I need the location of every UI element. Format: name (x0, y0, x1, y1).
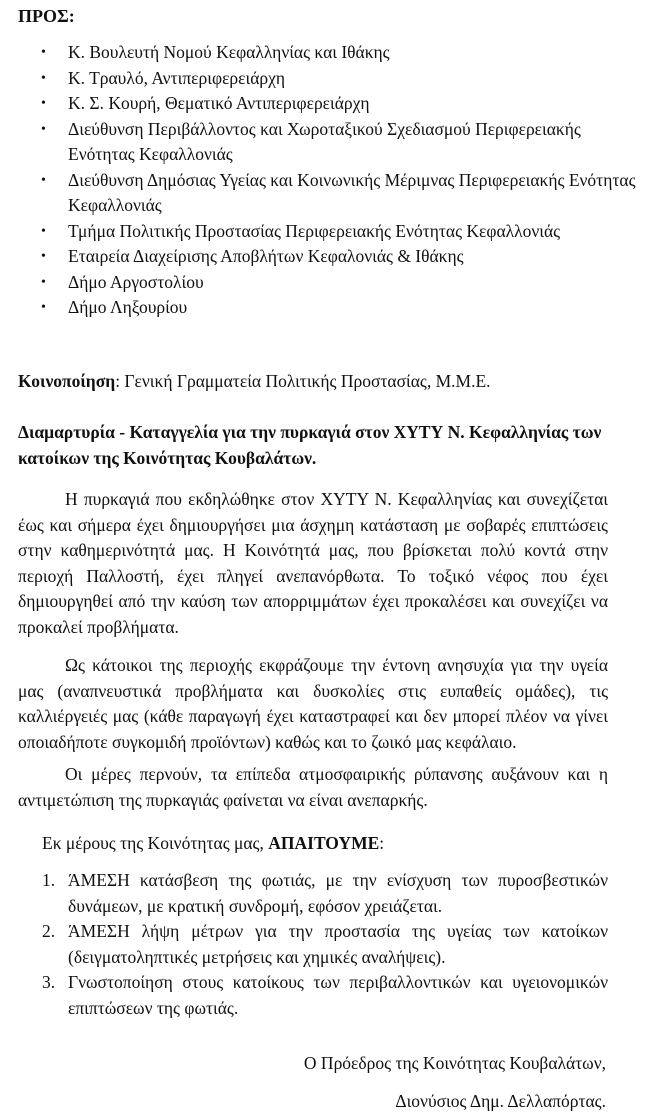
recipient-item: • Τμήμα Πολιτικής Προστασίας Περιφερειακής Ενότητας Κεφαλλονιάς (0, 219, 640, 245)
bullet-icon: • (41, 223, 46, 239)
bullet-icon: • (41, 249, 46, 264)
bullet-icon: • (41, 70, 46, 86)
signature-name: Διονύσιος Δημ. Δελλαπόρτας. (395, 1091, 606, 1111)
bullet-icon: • (41, 300, 46, 315)
recipient-item: • Διεύθυνση Περιβάλλοντος και Χωροταξικού Σχεδιασμού Περιφερειακής Ενότητας Κεφαλλονιάς (41, 118, 581, 164)
item-number: 1. (42, 870, 56, 890)
demand-item: 2. ΆΜΕΣΗ λήψη μέτρων για την προστασία της υγείας των κατοίκων (δειγματοληπτικές μετρήσεις και χημικές αναλήψεις). (42, 921, 608, 967)
recipient-item: • Διεύθυνση Δημόσιας Υγείας και Κοινωνικής Μέριμνας Περιφερειακής Ενότητας Κεφαλλονιάς (41, 169, 636, 215)
recipient-item: • Κ. Τραυλό, Αντιπεριφερειάρχη (0, 66, 640, 92)
recipient-item: • Δήμο Ληξουρίου (0, 295, 640, 321)
bullet-icon: • (41, 172, 46, 188)
recipient-item: • Κ. Σ. Κουρή, Θεματικό Αντιπεριφερειάρχη (0, 91, 640, 117)
body-paragraph: Η πυρκαγιά που εκδηλώθηκε στον ΧΥΤΥ Ν. Κεφαλληνίας και συνεχίζεται έως και σήμερα έχει δημιουργήσει μια άσχημη κατάσταση με σοβαρές επιπτώσεις στην καθημερινότητά μας. Η Κοινότητά μας, που βρίσκεται πολύ κοντά στην περιοχή Παλλοστή, έχει πληγεί ανεπανόρθωτα. Το τοξικό νέφος που έχει δημιουργηθεί από την καύση των απορριμμάτων έχει προκαλέσει και συνεχίζει να προκαλεί προβλήματα. (18, 489, 608, 637)
cc-label: Κοινοποίηση (18, 371, 116, 391)
demand-item: 1. ΆΜΕΣΗ κατάσβεση της φωτιάς, με την ενίσχυση των πυροσβεστικών δυνάμεων, με κρατική συνδρομή, εφόσον χρειάζεται. (42, 870, 608, 916)
item-number: 2. (42, 921, 56, 941)
demand-intro: Εκ μέρους της Κοινότητας μας, ΑΠΑΙΤΟΥΜΕ: (42, 833, 385, 853)
cc-text: : Γενική Γραμματεία Πολιτικής Προστασίας, Μ.Μ.Ε. (115, 371, 491, 391)
demand-keyword: ΑΠΑΙΤΟΥΜΕ (268, 833, 380, 853)
bullet-icon: • (41, 121, 46, 137)
item-number: 3. (42, 972, 56, 992)
demand-list (0, 868, 608, 1021)
recipient-list (0, 40, 640, 321)
bullet-icon: • (41, 274, 46, 290)
signature-title: Ο Πρόεδρος της Κοινότητας Κουβαλάτων, (303, 1053, 606, 1073)
recipient-item: • Δήμο Αργοστολίου (0, 270, 640, 296)
subject-line: Διαμαρτυρία - Καταγγελία για την πυρκαγιά στον ΧΥΤΥ Ν. Κεφαλληνίας των κατοίκων της Κοινότητας Κουβαλάτων. (18, 422, 602, 468)
demand-item: 3. Γνωστοποίηση στους κατοίκους των περιβαλλοντικών και υγειονομικών επιπτώσεων της φωτιάς. (42, 972, 608, 1018)
bullet-icon: • (41, 45, 46, 60)
recipient-item: • Εταιρεία Διαχείρισης Αποβλήτων Κεφαλονιάς & Ιθάκης (0, 244, 640, 270)
body-paragraph: Ως κάτοικοι της περιοχής εκφράζουμε την έντονη ανησυχία για την υγεία μας (αναπνευστικά προβλήματα και δυσκολίες στις ευπαθείς ομάδες), τις καλλιέργειές μας (κάθε παραγωγή έχει καταστραφεί και δεν μπορεί πλέον να γίνει οποιαδήποτε συγκομιδή προϊόντων) καθώς και το ζωικό μας κεφάλαιο. (18, 655, 608, 752)
bullet-icon: • (41, 96, 46, 111)
body-paragraph: Οι μέρες περνούν, τα επίπεδα ατμοσφαιρικής ρύπανσης αυξάνουν και η αντιμετώπιση της πυρκαγιάς φαίνεται να είναι ανεπαρκής. (18, 764, 608, 810)
cc-line (18, 369, 491, 394)
recipient-item: • Κ. Βουλευτή Νομού Κεφαλληνίας και Ιθάκης (0, 40, 640, 66)
to-heading: ΠΡΟΣ: (18, 6, 75, 26)
